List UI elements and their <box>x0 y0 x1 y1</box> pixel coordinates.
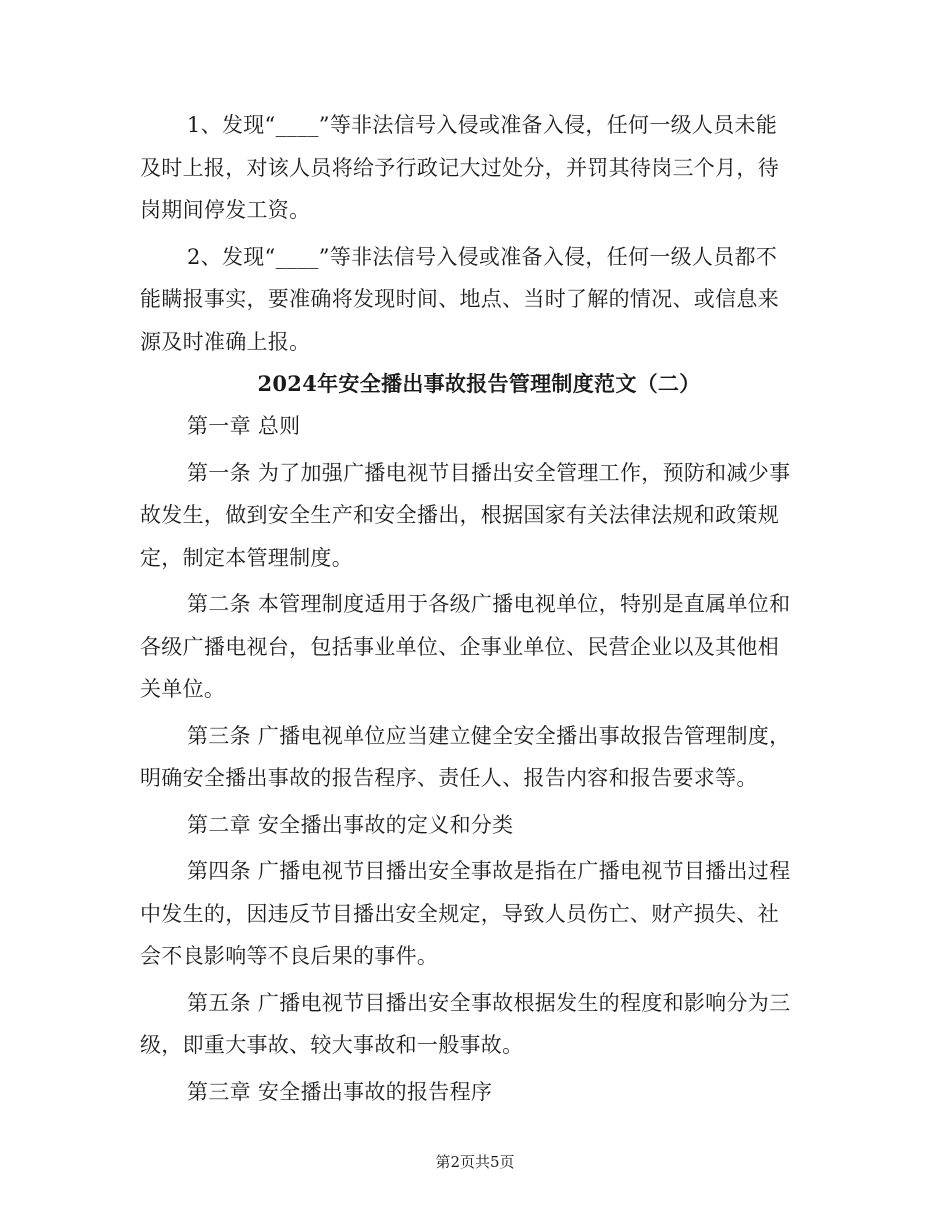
text-line: 定，制定本管理制度。 <box>140 545 353 570</box>
text-line: 各级广播电视台，包括事业单位、企事业单位、民营企业以及其他相 <box>140 634 779 659</box>
text-line: 第一条 为了加强广播电视节目播出安全管理工作，预防和减少事 <box>187 460 791 485</box>
chapter-heading-3: 第三章 安全播出事故的报告程序 <box>187 1079 493 1104</box>
document-body <box>140 104 808 1113</box>
article-4 <box>140 850 808 978</box>
article-5 <box>140 982 808 1067</box>
text-line: 第五条 广播电视节目播出安全事故根据发生的程度和影响分为三 <box>187 990 791 1015</box>
text-line: 明确安全播出事故的报告程序、责任人、报告内容和报告要求等。 <box>140 766 758 790</box>
chapter-heading-1: 第一章 总则 <box>187 414 301 438</box>
text-line: 1、发现“____”等非法信号入侵或准备入侵，任何一级人员未能 <box>187 113 778 137</box>
chapter-heading-2: 第二章 安全播出事故的定义和分类 <box>187 812 514 837</box>
article-1 <box>140 452 808 580</box>
text-line: 会不良影响等不良后果的事件。 <box>140 944 439 968</box>
text-line: 岗期间停发工资。 <box>140 198 311 222</box>
text-line: 中发生的，因违反节目播出安全规定，导致人员伤亡、财产损失、社 <box>140 901 779 926</box>
text-line: 源及时准确上报。 <box>140 329 311 354</box>
page-number-footer: 第2页共5页 <box>435 1153 515 1171</box>
text-line: 第二条 本管理制度适用于各级广播电视单位，特别是直属单位和 <box>187 592 791 616</box>
text-line: 2、发现“____”等非法信号入侵或准备入侵，任何一级人员都不 <box>187 244 778 269</box>
text-line: 及时上报，对该人员将给予行政记大过处分，并罚其待岗三个月，待 <box>140 155 779 180</box>
text-line: 级，即重大事故、较大事故和一般事故。 <box>140 1033 524 1057</box>
text-line: 能瞒报事实，要准确将发现时间、地点、当时了解的情况、或信息来 <box>140 287 779 311</box>
text-line: 故发生，做到安全生产和安全播出，根据国家有关法律法规和政策规 <box>140 503 779 527</box>
text-line: 第三条 广播电视单位应当建立健全安全播出事故报告管理制度， <box>187 723 791 748</box>
article-2 <box>140 583 808 711</box>
text-line: 第四条 广播电视节目播出安全事故是指在广播电视节目播出过程 <box>187 859 791 883</box>
paragraph-item-1 <box>140 104 808 232</box>
article-3 <box>140 715 808 800</box>
paragraph-item-2 <box>140 236 808 364</box>
document-title: 2024年安全播出事故报告管理制度范文（二） <box>257 371 701 396</box>
text-line: 关单位。 <box>140 677 226 701</box>
